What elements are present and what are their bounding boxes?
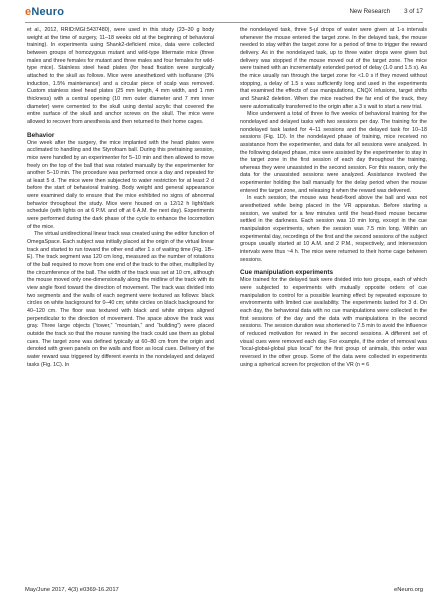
- header-rule: [25, 22, 423, 23]
- section-heading-behavior: Behavior: [27, 131, 55, 139]
- right-column: [240, 27, 427, 369]
- paragraph: One week after the surgery, the mice implanted with the head plates were acclimated to handling and the Styrofoam ball. During this pretraining session, mice were handled by an experimenter for 5–10 min and then allowed to move freely on the top of the ball that was rotated manually by the experimenter for another 5–10 min. The procedure was performed once a day and repeated for at least 5 d. The mice were then subjected to water restriction for at least 2 d before the start of behavioral training. Body weight and general appearance were examined daily to ensure that the mice exhibited no signs of abnormal behavior throughout the study. Mice were housed on a 12/12 h light/dark schedule (with lights on at 6 P.M. and off at 6 A.M. the next day). Experiments were performed during the dark phase of the cycle to enhance the locomotion of the mice.: [27, 139, 214, 230]
- header-right: [349, 8, 423, 15]
- page-header: [25, 6, 423, 22]
- section-heading-cue-manipulation: Cue manipulation experiments: [240, 269, 334, 277]
- section-label: New Research: [349, 8, 391, 15]
- logo-text: Neuro: [31, 6, 65, 18]
- left-column: [27, 27, 214, 369]
- paragraph: In each session, the mouse was head-fixed above the ball and was not anesthetized while being placed in the VR apparatus. Before starting a session, we waited for a few minutes until the head-fixed mouse became settled in the darkness. Each session was 10 min long, except in the cue manipulation experiments, when the session was 7.5 min long. Within an experimental day, recordings of the first and the second sessions of the subject groups usually started at 10 A.M. and 2 P.M., respectively, and intersession intervals were thus ~4 h. The mice were returned to their home cage between sessions.: [240, 195, 427, 263]
- page-footer: [25, 587, 423, 593]
- logo-prefix: e: [25, 6, 32, 18]
- journal-logo: [25, 6, 64, 18]
- paragraph: Mice trained for the delayed task were divided into two groups, each of which were subjected to experiments with mutually opposite orders of cue manipulation to control for a possible learning effect by repeated exposure to environments with limited cue availability. The experiments lasted for 3 d. On each day, the behavioral data with no cue manipulations were collected in the first sessions of the day and the data with manipulations in the second sessions. The session duration was shortened to 7.5 min to avoid the influence of reduced motivation for reward in the second sessions. A different set of visual cues were removed each day. For example, if the order of removal was “local-global-global plus local” for the first group of animals, this order was reversed in the other group. Some of the data were collected in experiments using a spherical screen for projection of the VR (n = 6: [240, 277, 427, 368]
- footer-citation: May/June 2017, 4(3) e0369-16.2017: [25, 587, 119, 593]
- paragraph: Mice underwent a total of three to five weeks of behavioral training for the nondelayed and delayed tasks with two sessions per day. The training for the nondelayed task lasted for 4–11 sessions and the delayed task for 10–18 sessions (Fig. 1D). In the nondelayed phase of training, mice received no assistance from the experimenter, and data for all sessions were analyzed. In the following delayed phase, mice were assisted by the experimenter to stay in the target zone in the first session of each day throughout the training, whereas they were unassisted in the second session. For this reason, only the data for the unassisted sessions were analyzed. Assistance involved the experimenter holding the ball manually for the delay period when the mouse entered the target zone, and releasing it when the reward was delivered.: [240, 111, 427, 194]
- paragraph: et al., 2012, RRID:MGI:5437480), were used in this study (23–30 g body weight at the time of surgery, 11–18 weeks old at the beginning of behavioral training). In experiments using Shank2-deficient mice, data were collected between groups of homozygous mutant and wild-type littermate mice (three males and three females for mutant and three males and four females for wild-type mice). Stainless steel head plates (for head fixation were surgically attached to the skull as follows. Mice were anesthetized with isoflurane (3% induction, 1.5% maintenance) and a circular piece of scalp was removed. Custom stainless steel head plates (25 mm length, 4 mm width, and 1 mm thickness) with a central opening (10 mm outer diameter and 7 mm inner diameter) were cemented to the skull using dental acrylic that covered the entire surface of the skull and anchor screws on the skull. The mice were allowed to recover from anesthesia and then returned to their home cages.: [27, 27, 214, 125]
- page-number: 3 of 17: [404, 8, 423, 15]
- paragraph: The virtual unidirectional linear track was created using the editor function of OmegaSpace. Each subject was initially placed at the origin of the virtual linear track and started to run toward the other end after 1 s of waiting time (Fig. 1B–E). The track segment was 120 cm long, measured as the number of rotations of the ball required to move from one end of the track to the other, multiplied by the circumference of the ball. The width of the track was set at 10 cm, although the mouse moved only one-dimensionally along the midline of the track with its view angle fixed toward the direction of movement. The track was divided into two segments and the walls of each segment were textured as follows: black circles on white background for 0–40 cm; white circles on black background for 40–120 cm. The floor was textured with black and white stripes aligned perpendicular to the direction of movement. The space above the track was gray. Three large objects (“tower,” “mountain,” and “building”) were placed outside the track so that the mouse running the track could use them as global cues. The target zone was defined typically at 60–80 cm from the origin and denoted with green panels on the walls and floor as local cues. Delivery of the water reward was triggered by different events in the nondelayed and delayed tasks (Fig. 1C). In: [27, 231, 215, 368]
- paragraph: the nondelayed task, three 5-μl drops of water were given at 1-s intervals whenever the mouse entered the target zone. In the delayed task, the mouse needed to stay within the target zone for a period of time to trigger the reward delivery. As in the nondelayed task, up to three water drops were given but delivery was stopped if the mouse moved out of the target zone. The mice were trained with an incrementally extended period of delay (1.0 and 1.5 s). As the mice usually ran through the target zone for <1.0 s if they moved without stopping, a delay of 1.5 s was sufficiently long and used in the experiments that examined the effects of cue manipulations, CNQX infusions, target shifts and Shank2 deletion. When the mice reached the far end of the track, they were automatically transferred to the origin after a 3 s wait to start a new trial.: [240, 27, 427, 110]
- footer-site: eNeuro.org: [393, 587, 423, 593]
